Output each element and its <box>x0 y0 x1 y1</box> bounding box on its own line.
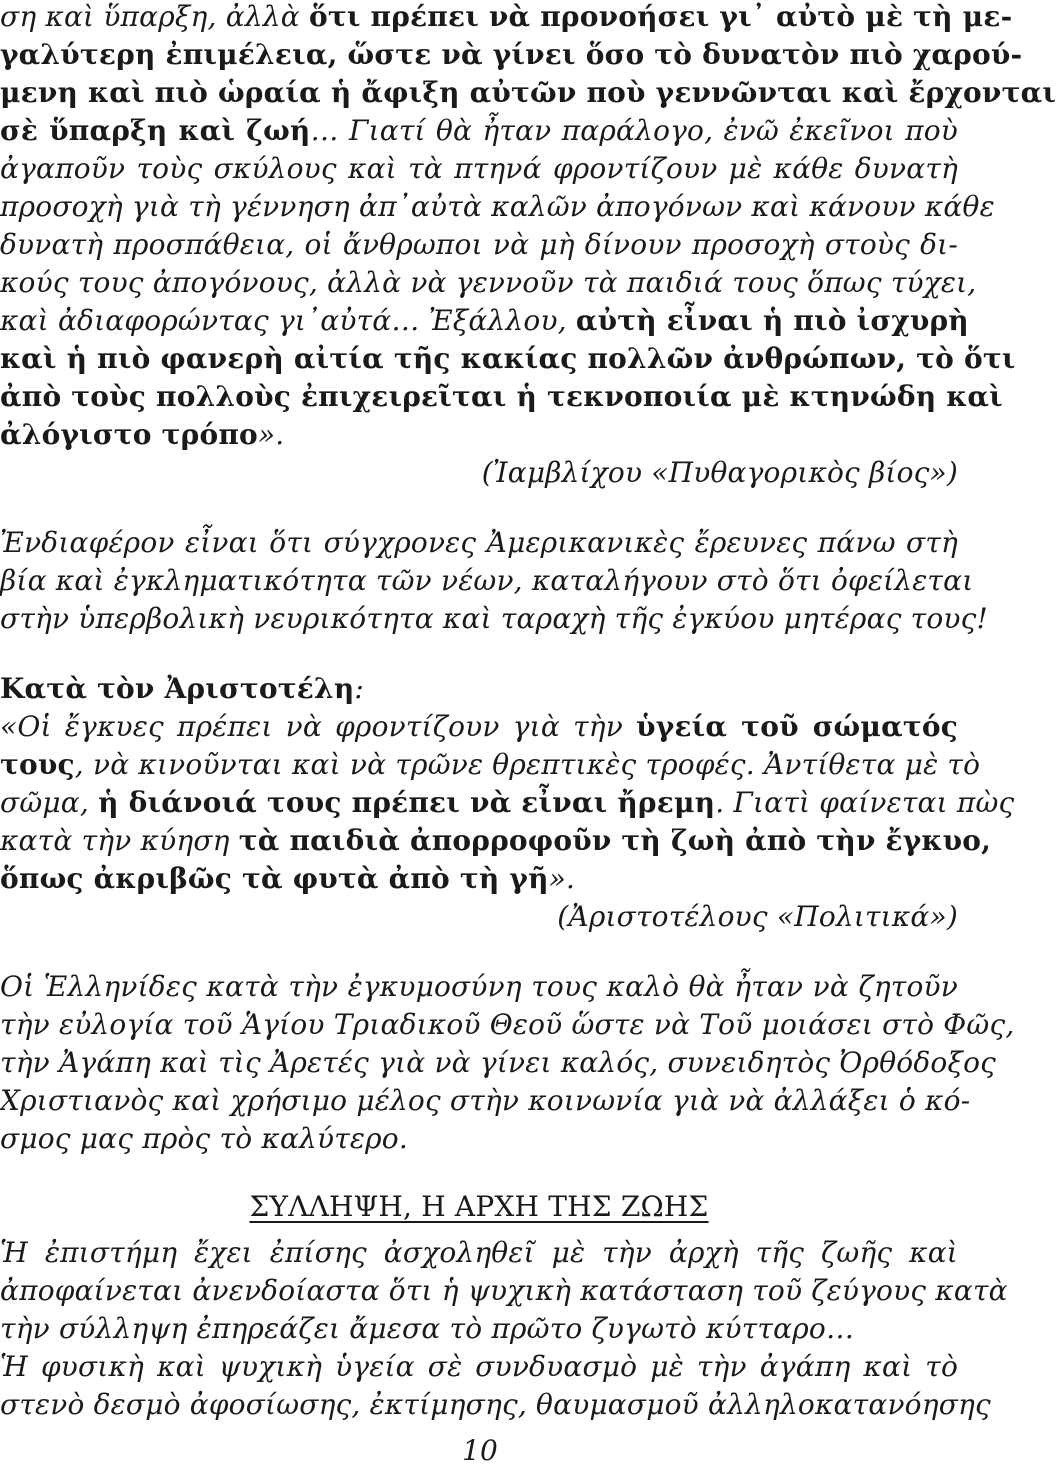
emphasis-run: τὰ παιδιὰ ἀπορροφοῦν τὴ ζωὴ ἀπὸ τὴν ἔγκυο, <box>238 824 992 857</box>
text-line: Οἱ Ἑλληνίδες κατὰ τὴν ἐγκυμοσύνη τους καλὸ θὰ ἦταν νὰ ζητοῦν <box>0 970 958 1003</box>
text-line: Ἡ ἐπιστήμη ἔχει ἐπίσης ἀσχοληθεῖ μὲ τὴν ἀρχὴ τῆς ζωῆς καὶ <box>0 1236 958 1269</box>
text-line: Χριστιανὸς καὶ χρήσιμο μέλος στὴν κοινωνία γιὰ νὰ ἀλλάξει ὁ κό- <box>0 1084 971 1117</box>
text-run: ». <box>548 862 576 895</box>
text-line: στὴν ὑπερβολικὴ νευρικότητα καὶ ταραχὴ τῆς ἐγκύου μητέρας τους! <box>0 602 988 635</box>
text-line <box>0 418 958 452</box>
emphasis-run: ὅτι πρέπει νὰ προνοήσει γι᾽ αὐτὸ μὲ τὴ με- <box>308 0 1013 33</box>
text-line <box>0 786 1015 820</box>
text-line <box>0 114 958 148</box>
text-line: ἀποφαίνεται ἀνενδοίαστα ὅτι ἡ ψυχικὴ κατάσταση τοῦ ζεύγους κατὰ <box>0 1274 1008 1307</box>
emphasis-run: ὅπως ἀκριβῶς τὰ φυτὰ ἀπὸ τὴ γῆ <box>0 862 549 895</box>
text-run: ση καὶ ὕπαρξη, ἀλλὰ <box>0 0 309 33</box>
text-line <box>0 38 1023 72</box>
subheading-text: Κατὰ τὸν Ἀριστοτέλη <box>0 672 355 705</box>
text-line: σμος μας πρὸς τὸ καλύτερο. <box>0 1122 408 1155</box>
text-line <box>0 304 969 338</box>
text-line: προσοχὴ γιὰ τὴ γέννηση ἀπ᾽αὐτὰ καλῶν ἀπογόνων καὶ κάνουν κάθε <box>0 190 995 223</box>
emphasis-run: ἡ διάνοιά τους πρέπει νὰ εἶναι ἤρεμη <box>98 786 716 819</box>
text-line: δυνατὴ προσπάθεια, οἱ ἄνθρωποι νὰ μὴ δίνουν προσοχὴ στοὺς δι- <box>0 228 958 261</box>
text-line: τὴν εὐλογία τοῦ Ἁγίου Τριαδικοῦ Θεοῦ ὥστε νὰ Τοῦ μοιάσει στὸ Φῶς, <box>0 1008 1015 1041</box>
emphasis-run: μενη καὶ πιὸ ὡραία ἡ ἄφιξη αὐτῶν ποὺ γεννῶνται καὶ ἔρχονται <box>0 76 1056 109</box>
text-run: σῶμα, <box>0 786 99 819</box>
emphasis-run: καὶ ἡ πιὸ φανερὴ αἰτία τῆς κακίας πολλῶν ἀνθρώπων, τὸ ὅτι <box>0 342 1016 375</box>
emphasis-run: σὲ ὕπαρξη καὶ ζωή <box>0 114 311 147</box>
emphasis-run: ἀπὸ τοὺς πολλοὺς ἐπιχειρεῖται ἡ τεκνοποιία μὲ κτηνώδη καὶ <box>0 380 1003 413</box>
citation: (Ἀριστοτέλους «Πολιτικά») <box>557 900 958 933</box>
text-line: Ἡ φυσικὴ καὶ ψυχικὴ ὑγεία σὲ συνδυασμὸ μὲ τὴν ἀγάπη καὶ τὸ <box>0 1350 958 1383</box>
emphasis-run: γαλύτερη ἐπιμέλεια, ὥστε νὰ γίνει ὅσο τὸ δυνατὸν πιὸ χαρού- <box>0 38 1023 71</box>
text-run: ». <box>257 418 285 451</box>
subheading <box>0 672 958 706</box>
text-line <box>0 380 1003 414</box>
text-run: : <box>354 672 365 705</box>
text-run: κατὰ τὴν κύηση <box>0 824 239 857</box>
text-line <box>0 342 1016 376</box>
text-run: . Γιατὶ φαίνεται πὼς <box>715 786 1015 819</box>
text-line: στενὸ δεσμὸ ἀφοσίωσης, ἐκτίμησης, θαυμασμοῦ ἀλληλοκατανόησης <box>0 1388 991 1421</box>
emphasis-run: τους <box>0 748 75 781</box>
section-title: ΣΥΛΛΗΨΗ, Η ΑΡΧΗ ΤΗΣ ΖΩΗΣ <box>249 1190 709 1223</box>
text-line <box>0 748 981 782</box>
text-line: τὴν σύλληψη ἐπηρεάζει ἄμεσα τὸ πρῶτο ζυγωτὸ κύτταρο… <box>0 1312 855 1345</box>
text-run: … Γιατί θὰ ἦταν παράλογο, ἐνῶ ἐκεῖνοι ποὺ <box>310 114 958 147</box>
emphasis-run: ὑγεία τοῦ σώματός <box>636 710 959 743</box>
text-line: τὴν Ἀγάπη καὶ τὶς Ἀρετές γιὰ νὰ γίνει καλός, συνειδητὸς Ὀρθόδοξος <box>0 1046 997 1079</box>
text-run: καὶ ἀδιαφορώντας γι᾽αὐτά… Ἐξάλλου, <box>0 304 576 337</box>
text-run: «Οἱ ἔγκυες πρέπει νὰ φροντίζουν γιὰ τὴν <box>0 710 637 743</box>
text-line <box>0 76 1056 110</box>
text-line <box>0 0 1013 34</box>
emphasis-run: αὐτὴ εἶναι ἡ πιὸ ἰσχυρὴ <box>575 304 969 337</box>
text-line <box>0 824 992 858</box>
text-line: ἀγαποῦν τοὺς σκύλους καὶ τὰ πτηνά φροντίζουν μὲ κάθε δυνατὴ <box>0 152 958 185</box>
text-line: βία καὶ ἐγκληματικότητα τῶν νέων, καταλήγουν στὸ ὅτι ὀφείλεται <box>0 564 974 597</box>
emphasis-run: ἀλόγιστο τρόπο <box>0 418 258 451</box>
text-line: Ἐνδιαφέρον εἶναι ὅτι σύγχρονες Ἀμερικανικὲς ἔρευνες πάνω στὴ <box>0 526 958 559</box>
text-line <box>0 862 958 896</box>
citation: (Ἰαμβλίχου «Πυθαγορικὸς βίος») <box>481 456 958 489</box>
page-number: 10 <box>462 1434 498 1467</box>
text-line <box>0 710 958 744</box>
text-line: κούς τους ἀπογόνους, ἀλλὰ νὰ γεννοῦν τὰ παιδιά τους ὅπως τύχει, <box>0 266 977 299</box>
text-run: , νὰ κινοῦνται καὶ νὰ τρῶνε θρεπτικὲς τροφές. Ἀντίθετα μὲ τὸ <box>74 748 981 781</box>
